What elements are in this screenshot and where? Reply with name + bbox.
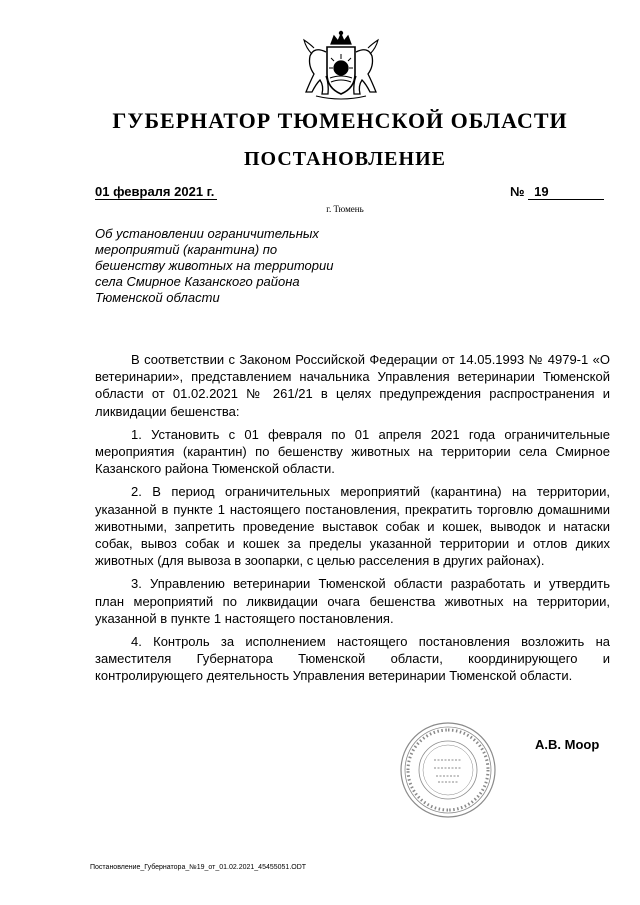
signatory-name: А.В. Моор bbox=[535, 737, 600, 752]
subject-line: мероприятий (карантина) по bbox=[95, 242, 278, 257]
coat-of-arms-icon bbox=[300, 30, 382, 102]
document-date: 01 февраля 2021 г. bbox=[95, 184, 217, 200]
subject-line: села Смирное Казанского района bbox=[95, 274, 300, 289]
subject-line: Тюменской области bbox=[95, 290, 220, 305]
official-seal-icon bbox=[398, 720, 498, 820]
subject-line: Об установлении ограничительных bbox=[95, 226, 319, 241]
clause-4-paragraph: 4. Контроль за исполнением настоящего постановления возложить на заместителя Губернатора Тюменской области, координирующего и контролирующего деятельность Управления ветеринарии Тюменской области. bbox=[95, 634, 610, 684]
clause-2-paragraph: 2. В период ограничительных мероприятий (карантина) на территории, указанной в пункте 1 настоящего постановления, прекратить торговлю домашними животными, запретить проведение выставок собак и кошек, выводок и натаски собак, вывоз собак и кошек за пределы указанной территории и отлов диких животных (для вывоза в зоопарки, с целью расселения в других районах). bbox=[95, 484, 610, 569]
preamble-paragraph: В соответствии с Законом Российской Федерации от 14.05.1993 № 4979-1 «О ветеринарии», представлением начальника Управления ветеринарии Тюменской области от 01.02.2021 № 261/21 в целях предупреждения распространения и ликвидации бешенства: bbox=[95, 352, 610, 419]
document-number bbox=[510, 184, 604, 200]
number-sign: № bbox=[510, 184, 525, 199]
footer-filename: Постановление_Губернатора_№19_от_01.02.2021_45455051.ODT bbox=[90, 864, 307, 871]
clause-1-paragraph: 1. Установить с 01 февраля по 01 апреля 2021 года ограничительные мероприятия (карантин) по бешенству животных на территории села Смирное Казанского района Тюменской области. bbox=[95, 426, 610, 477]
clause-3-paragraph: 3. Управлению ветеринарии Тюменской области разработать и утвердить план мероприятий по ликвидации очага бешенства животных на территории, указанной в пункте 1 настоящего постановления. bbox=[95, 576, 610, 626]
subject-line: бешенству животных на территории bbox=[95, 258, 334, 273]
issuer-title: ГУБЕРНАТОР ТЮМЕНСКОЙ ОБЛАСТИ bbox=[112, 108, 568, 133]
number-value: 19 bbox=[528, 184, 604, 200]
document-body bbox=[95, 351, 610, 691]
document-type: ПОСТАНОВЛЕНИЕ bbox=[244, 148, 446, 170]
city-label: г. Тюмень bbox=[326, 204, 364, 214]
document-subject bbox=[95, 226, 385, 306]
